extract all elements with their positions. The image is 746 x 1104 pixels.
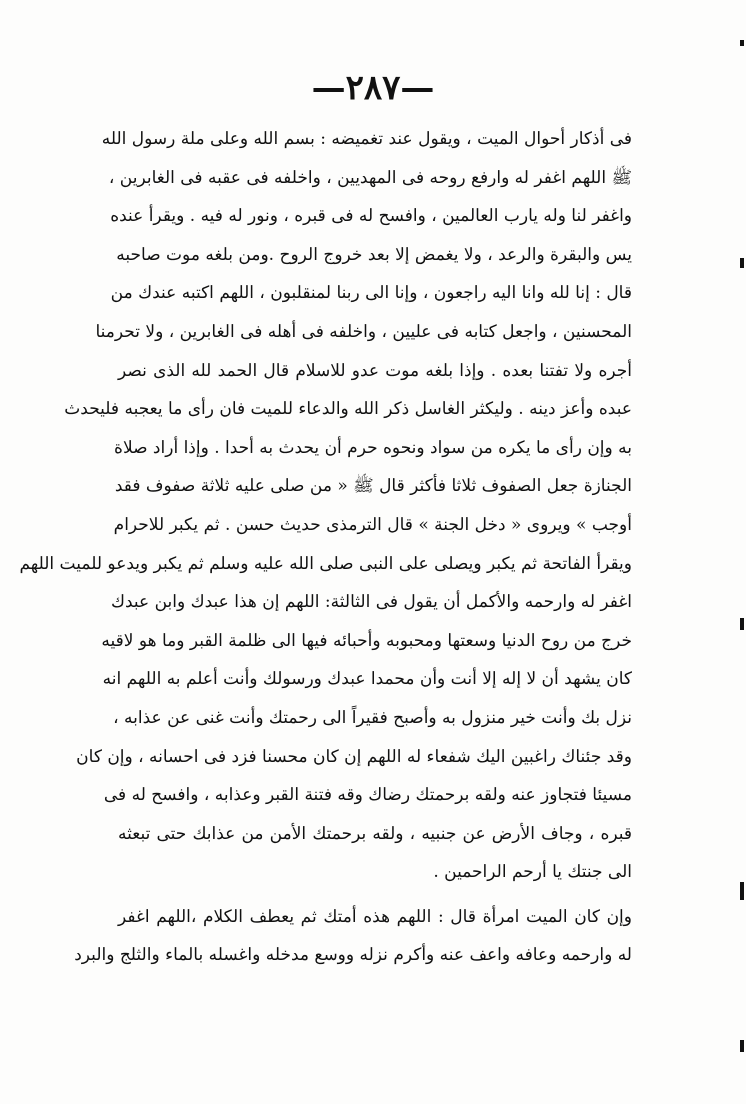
text-line: واغفر لنا وله يارب العالمين ، وافسح له فى قبره ، ونور له فيه . ويقرأ عنده	[110, 206, 632, 227]
text-line: أجره ولا تفتنا بعده . وإذا بلغه موت عدو للاسلام قال الحمد لله الذى نصر	[118, 360, 632, 381]
text-line: ويقرأ الفاتحة ثم يكبر ويصلى على النبى صلى الله عليه وسلم ثم يكبر ويدعو للميت اللهم	[19, 553, 632, 574]
page-number: —٢٨٧—	[311, 68, 435, 108]
scan-edge-mark	[740, 1040, 744, 1052]
text-line: عبده وأعز دينه . وليكثر الغاسل ذكر الله والدعاء للميت فان رأى ما يعجبه فليحدث	[64, 399, 632, 420]
scan-edge-mark	[740, 882, 744, 900]
paragraph-2	[74, 898, 632, 975]
text-line: فى أذكار أحوال الميت ، ويقول عند تغميضه : بسم الله وعلى ملة رسول الله	[101, 129, 632, 149]
text-line: كان يشهد أن لا إله إلا أنت وأن محمدا عبدك ورسولك وأنت أعلم به اللهم انه	[102, 669, 632, 690]
text-line: وإن كان الميت امرأة قال : اللهم هذه أمتك ثم يعطف الكلام ،اللهم اغفر	[118, 906, 632, 927]
scan-edge-mark	[740, 258, 744, 268]
scan-edge-mark	[740, 618, 744, 630]
text-line: ﷺ اللهم اغفر له وارفع روحه فى المهديين ، واخلفه فى عقبه فى الغابرين ،	[108, 167, 632, 188]
text-line: الى جنتك يا أرحم الراحمين .	[433, 862, 632, 883]
text-line: المحسنين ، واجعل كتابه فى عليين ، واخلفه فى أهله فى الغابرين ، ولا تحرمنا	[95, 321, 632, 342]
text-line: نزل بك وأنت خير منزول به وأصبح فقيراً الى رحمتك وأنت غنى عن عذابه ،	[113, 707, 632, 728]
text-line: خرج من روح الدنيا وسعتها ومحبوبه وأحبائه فيها الى ظلمة القبر وما هو لاقيه	[101, 630, 632, 651]
text-line: له وارحمه وعافه واعف عنه وأكرم نزله ووسع مدخله واغسله بالماء والثلج والبرد	[74, 945, 632, 966]
text-line: الجنازة جعل الصفوف ثلاثا فأكثر قال ﷺ « من صلى عليه ثلاثة صفوف فقد	[114, 476, 632, 497]
paragraph-1	[19, 120, 632, 892]
text-line: به وإن رأى ما يكره من سواد ونحوه حرم أن يحدث به أحدا . وإذا أراد صلاة	[114, 437, 632, 458]
scan-edge-mark	[740, 40, 744, 46]
text-line: وقد جئناك راغبين اليك شفعاء له اللهم إن كان محسنا فزد فى احسانه ، وإن كان	[76, 746, 632, 767]
text-line: اغفر له وارحمه والأكمل أن يقول فى الثالثة: اللهم إن هذا عبدك وابن عبدك	[110, 592, 632, 613]
text-line: يس والبقرة والرعد ، ولا يغمض إلا بعد خروج الروح .ومن بلغه موت صاحبه	[116, 244, 632, 265]
page-body-text	[19, 120, 632, 975]
text-line: أوجب » ويروى « دخل الجنة » قال الترمذى حديث حسن . ثم يكبر للاحرام	[113, 514, 632, 535]
text-line: قبره ، وجاف الأرض عن جنبيه ، ولقه برحمتك الأمن من عذابك حتى تبعثه	[118, 823, 632, 844]
text-line: مسيئا فتجاوز عنه ولقه برحمتك رضاك وقه فتنة القبر وعذابه ، وافسح له فى	[103, 785, 632, 806]
text-line: قال : إنا لله وانا اليه راجعون ، وإنا الى ربنا لمنقلبون ، اللهم اكتبه عندك من	[110, 283, 632, 304]
